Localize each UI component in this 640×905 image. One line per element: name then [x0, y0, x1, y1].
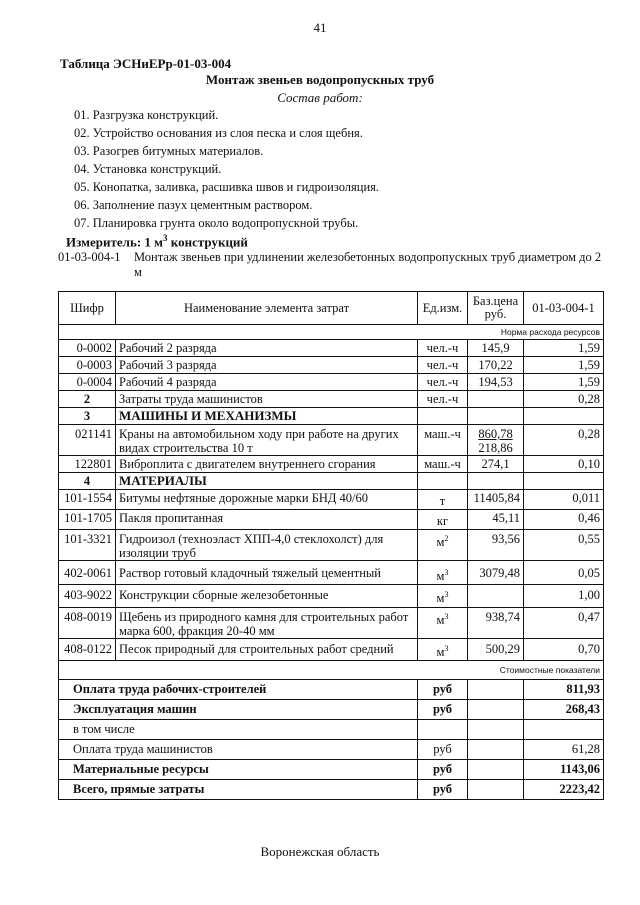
measure-unit [66, 233, 248, 250]
unit-text: м [436, 612, 445, 627]
row-code: 0-0002 [59, 340, 116, 357]
section-row [59, 473, 604, 490]
summary-label: Оплата труда машинистов [59, 739, 418, 759]
table-row [59, 425, 604, 456]
row-price [468, 425, 524, 456]
table-row [59, 490, 604, 510]
header-name: Наименование элемента затрат [116, 292, 418, 325]
summary-including: в том числе [59, 719, 418, 739]
section-row [59, 408, 604, 425]
summary-value: 2223,42 [524, 779, 604, 799]
row-price: 93,56 [468, 530, 524, 561]
row-name: Гидроизол (техноэласт ХПП-4,0 стеклохолст) для изоляции труб [116, 530, 418, 561]
summary-row [59, 719, 604, 739]
region-footer: Воронежская область [260, 844, 380, 859]
row-price: 194,53 [468, 374, 524, 391]
table-row [59, 357, 604, 374]
table-row [59, 391, 604, 408]
row-code: 403-9022 [59, 585, 116, 607]
measure-label: Измеритель: 1 м [66, 234, 164, 250]
row-name: Рабочий 2 разряда [116, 340, 418, 357]
table-row [59, 561, 604, 585]
row-price: 170,22 [468, 357, 524, 374]
row-norm: 0,05 [524, 561, 604, 585]
empty-cell [418, 473, 468, 490]
work-item: 06. Заполнение пазух цементным раствором. [74, 198, 313, 212]
unit-sup: 2 [444, 534, 449, 544]
summary-row [59, 739, 604, 759]
empty-cell [468, 779, 524, 799]
unit-sup: 3 [444, 590, 449, 600]
row-unit [418, 585, 468, 607]
row-name: Конструкции сборные железобетонные [116, 585, 418, 607]
row-norm: 1,59 [524, 374, 604, 391]
unit-text: кг [436, 514, 449, 529]
summary-value: 1143,06 [524, 759, 604, 779]
row-name: Щебень из природного камня для строительных работ марка 600, фракция 20-40 мм [116, 607, 418, 638]
row-norm: 0,28 [524, 391, 604, 408]
row-norm: 1,00 [524, 585, 604, 607]
row-norm: 1,59 [524, 357, 604, 374]
unit-text: т [439, 494, 446, 509]
empty-cell [468, 759, 524, 779]
row-code: 2 [59, 391, 116, 408]
document-title: Монтаж звеньев водопропускных труб [205, 72, 435, 87]
row-name: Раствор готовый кладочный тяжелый цементный [116, 561, 418, 585]
unit-sup: 3 [444, 643, 449, 653]
section-code: 3 [59, 408, 116, 425]
table-row [59, 585, 604, 607]
work-item: 04. Установка конструкций. [74, 162, 222, 176]
unit-sup: 3 [444, 611, 449, 621]
unit-text: м [436, 569, 445, 584]
row-price: 11405,84 [468, 490, 524, 510]
work-item: 01. Разгрузка конструкций. [74, 108, 219, 122]
header-base-price: Баз.цена руб. [468, 292, 524, 325]
row-price: 500,29 [468, 638, 524, 660]
row-code: 101-1554 [59, 490, 116, 510]
row-code: 101-3321 [59, 530, 116, 561]
norm-note: Норма расхода ресурсов [59, 325, 604, 340]
row-name: Битумы нефтяные дорожные марки БНД 40/60 [116, 490, 418, 510]
row-name: Рабочий 4 разряда [116, 374, 418, 391]
row-price: 45,11 [468, 510, 524, 530]
row-unit [418, 530, 468, 561]
summary-row [59, 779, 604, 799]
summary-label: Эксплуатация машин [59, 699, 418, 719]
table-row [59, 510, 604, 530]
work-item: 03. Разогрев битумных материалов. [74, 144, 264, 158]
summary-unit: руб [418, 679, 468, 699]
page-number: 41 [313, 20, 327, 35]
row-unit: чел.-ч [418, 357, 468, 374]
unit-text: м [436, 591, 445, 606]
row-code: 408-0122 [59, 638, 116, 660]
summary-value: 61,28 [524, 739, 604, 759]
empty-cell [468, 408, 524, 425]
row-code: 101-1705 [59, 510, 116, 530]
row-unit: маш.-ч [418, 425, 468, 456]
empty-cell [524, 408, 604, 425]
summary-row [59, 679, 604, 699]
price-secondary: 218,86 [478, 441, 513, 455]
table-code: Таблица ЭСНиЕРр-01-03-004 [60, 56, 232, 71]
cost-table [58, 291, 604, 800]
work-composition-list [74, 106, 379, 232]
empty-cell [524, 473, 604, 490]
row-price [468, 391, 524, 408]
work-item: 05. Конопатка, заливка, расшивка швов и гидроизоляция. [74, 180, 380, 194]
table-row [59, 456, 604, 473]
header-unit: Ед.изм. [418, 292, 468, 325]
row-norm: 0,55 [524, 530, 604, 561]
unit-text: м [436, 644, 445, 659]
row-norm: 0,10 [524, 456, 604, 473]
norm-note-row [59, 325, 604, 340]
row-unit [418, 510, 468, 530]
table-row [59, 374, 604, 391]
measure-suffix: конструкций [167, 234, 248, 250]
row-code: 0-0004 [59, 374, 116, 391]
unit-text: м [436, 535, 445, 550]
summary-row [59, 759, 604, 779]
table-row [59, 340, 604, 357]
work-item: 02. Устройство основания из слоя песка и слоя щебня. [74, 126, 363, 140]
header-cipher: Шифр [59, 292, 116, 325]
row-name: Затраты труда машинистов [116, 391, 418, 408]
header-norm-code: 01-03-004-1 [524, 292, 604, 325]
summary-row [59, 699, 604, 719]
empty-cell [418, 719, 468, 739]
row-unit: чел.-ч [418, 391, 468, 408]
work-item: 07. Планировка грунта около водопропускной трубы. [74, 216, 359, 230]
row-unit: чел.-ч [418, 340, 468, 357]
section-title: МАТЕРИАЛЫ [116, 473, 418, 490]
row-name: Виброплита с двигателем внутреннего сгорания [116, 456, 418, 473]
summary-unit: руб [418, 779, 468, 799]
summary-value: 268,43 [524, 699, 604, 719]
row-norm: 0,011 [524, 490, 604, 510]
price-main: 860,78 [478, 427, 513, 441]
work-composition-heading: Состав работ: [277, 90, 363, 105]
row-unit [418, 607, 468, 638]
row-code: 0-0003 [59, 357, 116, 374]
row-price: 938,74 [468, 607, 524, 638]
empty-cell [468, 719, 524, 739]
row-unit [418, 490, 468, 510]
row-name: Рабочий 3 разряда [116, 357, 418, 374]
summary-unit: руб [418, 759, 468, 779]
row-unit: маш.-ч [418, 456, 468, 473]
row-norm: 0,47 [524, 607, 604, 638]
unit-sup: 3 [444, 568, 449, 578]
empty-cell [468, 699, 524, 719]
summary-unit: руб [418, 699, 468, 719]
table-row [59, 607, 604, 638]
empty-cell [468, 679, 524, 699]
row-unit [418, 561, 468, 585]
row-code: 402-0061 [59, 561, 116, 585]
header-row [59, 292, 604, 325]
row-name: Краны на автомобильном ходу при работе на других видах строительства 10 т [116, 425, 418, 456]
row-code: 122801 [59, 456, 116, 473]
row-price [468, 585, 524, 607]
row-code: 021141 [59, 425, 116, 456]
table-row [59, 638, 604, 660]
measure-sup: 3 [163, 233, 168, 243]
cost-note: Стоимостные показатели [59, 660, 604, 679]
norm-code: 01-03-004-1 [58, 250, 121, 264]
empty-cell [468, 473, 524, 490]
row-unit: чел.-ч [418, 374, 468, 391]
summary-label: Оплата труда рабочих-строителей [59, 679, 418, 699]
row-code: 408-0019 [59, 607, 116, 638]
cost-note-row [59, 660, 604, 679]
empty-cell [418, 408, 468, 425]
section-code: 4 [59, 473, 116, 490]
row-name: Песок природный для строительных работ средний [116, 638, 418, 660]
summary-label: Всего, прямые затраты [59, 779, 418, 799]
row-norm: 0,46 [524, 510, 604, 530]
empty-cell [524, 719, 604, 739]
table-row [59, 530, 604, 561]
row-price: 274,1 [468, 456, 524, 473]
summary-unit: руб [418, 739, 468, 759]
row-norm: 0,28 [524, 425, 604, 456]
row-price: 3079,48 [468, 561, 524, 585]
row-price: 145,9 [468, 340, 524, 357]
section-title: МАШИНЫ И МЕХАНИЗМЫ [116, 408, 418, 425]
row-unit [418, 638, 468, 660]
row-norm: 0,70 [524, 638, 604, 660]
row-name: Пакля пропитанная [116, 510, 418, 530]
empty-cell [468, 739, 524, 759]
row-norm: 1,59 [524, 340, 604, 357]
summary-value: 811,93 [524, 679, 604, 699]
norm-description: Монтаж звеньев при удлинении железобетонных водопропускных труб диаметром до 2 м [134, 250, 602, 279]
summary-label: Материальные ресурсы [59, 759, 418, 779]
